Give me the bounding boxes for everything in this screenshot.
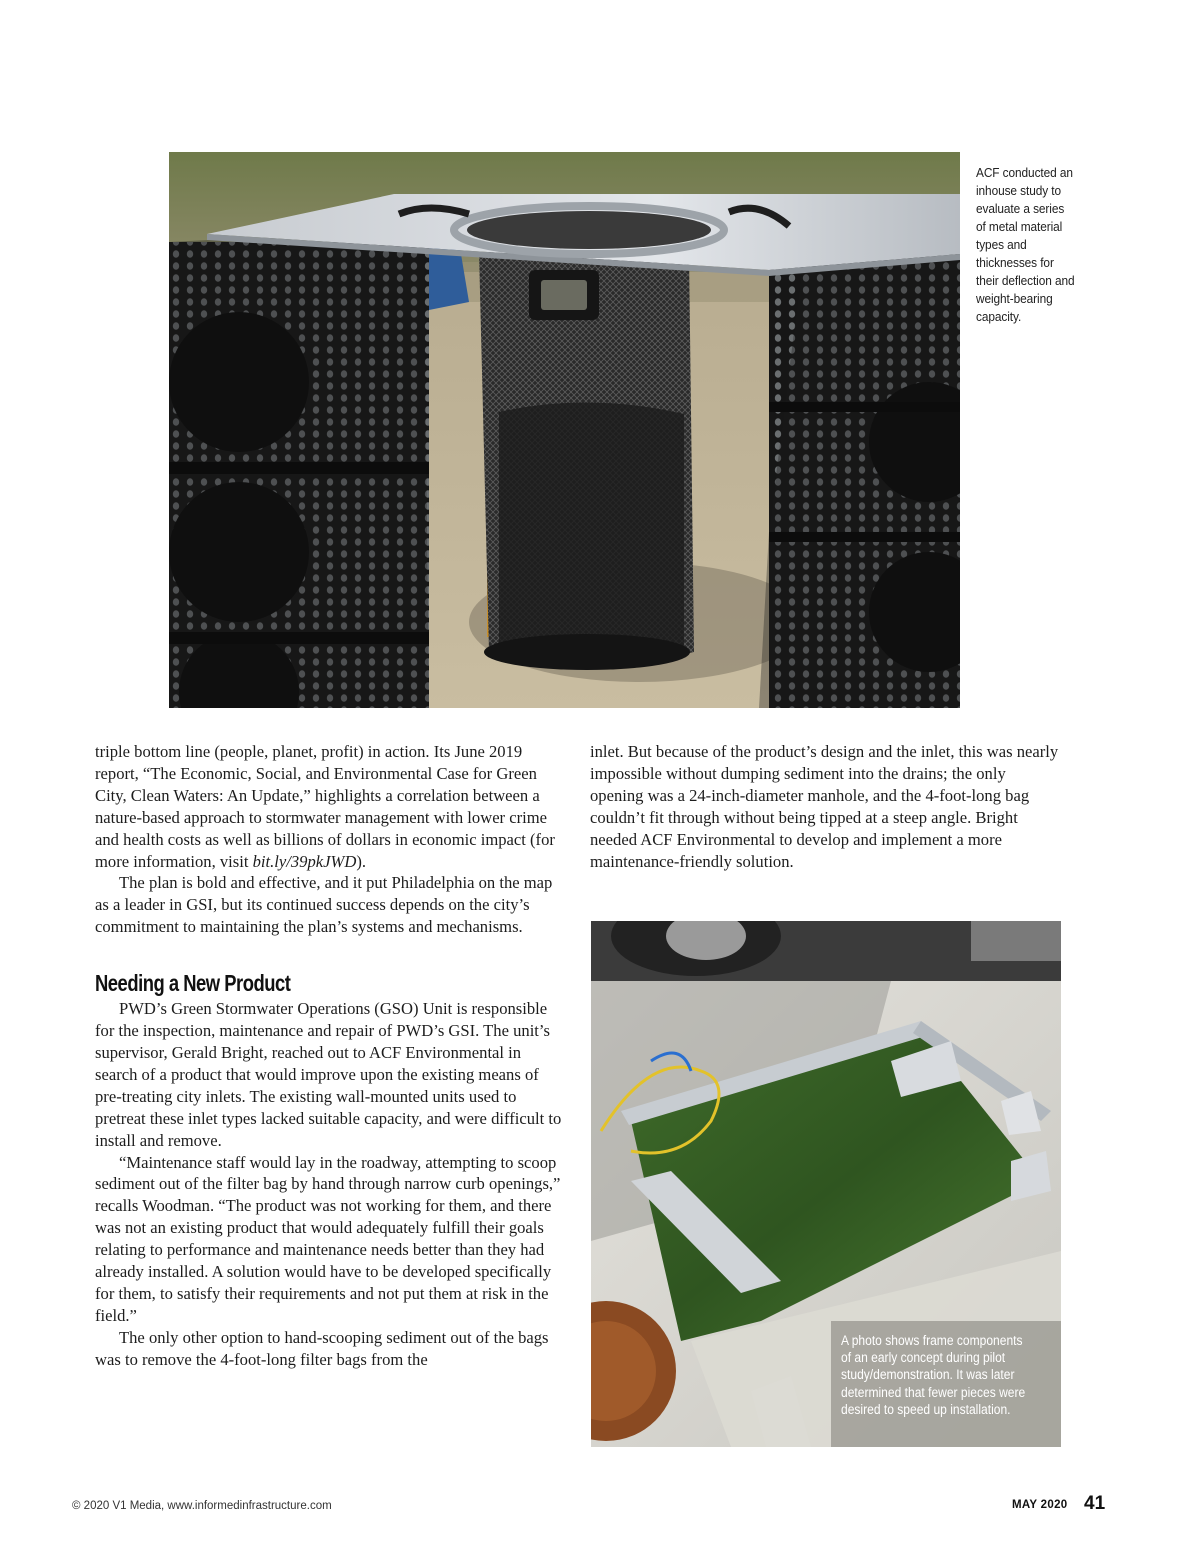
paragraph-2: The plan is bold and effective, and it put Philadelphia on the map as a leader in GSI, but its continued success depends on the city’s commitment to maintaining the plan’s systems and mechanisms. <box>95 873 553 937</box>
article-link[interactable]: bit.ly/39pkJWD <box>252 851 357 871</box>
top-photo-filter-basket <box>169 152 960 708</box>
top-photo-illustration <box>169 152 960 708</box>
paragraph-5: The only other option to hand-scooping sediment out of the bags was to remove the 4-foot-long filter bags from the <box>95 1327 549 1369</box>
paragraph-1-text: triple bottom line (people, planet, profit) in action. Its June 2019 report, “The Economic, Social, and Environmental Case for Green City, Clean Waters: An Update,” highlights a correlation between a nature-based approach to stormwater management with lower crime and health costs as well as billions of dollars in economic impact (for more information, visit <box>95 742 555 871</box>
paragraph-1-end: ). <box>356 851 366 871</box>
left-column <box>95 741 565 1371</box>
footer-issue-date: MAY 2020 <box>1012 1499 1068 1511</box>
footer-copyright: © 2020 V1 Media, www.informedinfrastructure.com <box>72 1500 332 1512</box>
page-number: 41 <box>1084 1493 1106 1514</box>
section-heading: Needing a New Product <box>95 970 291 997</box>
paragraph-4: “Maintenance staff would lay in the roadway, attempting to scoop sediment out of the filter bag by hand through narrow curb openings,” recalls Woodman. “The product was not working for them, and there was not an existing product that would adequately fulfill their goals relating to performance and maintenance needs better than they had already installed. A solution would have to be developed specifically for them, to satisfy their requirements and not put them at risk in the field.” <box>95 1152 561 1325</box>
paragraph-1 <box>95 741 565 872</box>
paragraph-right-1: inlet. But because of the product’s design and the inlet, this was nearly impossible without dumping sediment into the drains; the only opening was a 24-inch-diameter manhole, and the 4-foot-long bag couldn’t fit through without being tipped at a steep angle. Bright needed ACF Environmental to develop and implement a more maintenance-friendly solution. <box>590 742 1059 871</box>
bottom-photo-caption: A photo shows frame components of an early concept during pilot study/demonstration. It was later determined that fewer pieces were desired to speed up installation. <box>841 1333 1026 1417</box>
paragraph-3: PWD’s Green Stormwater Operations (GSO) Unit is responsible for the inspection, maintenance and repair of PWD’s GSI. The unit’s supervisor, Gerald Bright, reached out to ACF Environmental in search of a product that would improve upon the existing means of pre-treating city inlets. The existing wall-mounted units used to pretreat these inlet types lacked suitable capacity, and were difficult to install and remove. <box>95 999 562 1150</box>
right-column <box>590 741 1060 872</box>
top-photo-caption: ACF conducted an inhouse study to evaluate a series of metal material types and thicknesses for their deflection and weight-bearing capacity. <box>976 165 1075 324</box>
